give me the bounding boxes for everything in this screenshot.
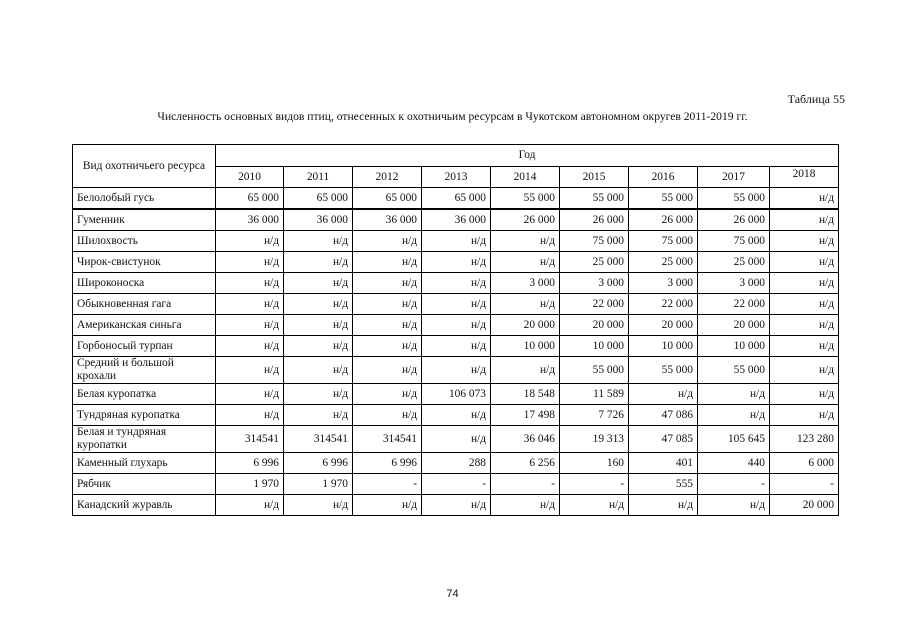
value-cell: 55 000 — [698, 188, 770, 210]
value-cell: н/д — [491, 231, 560, 252]
value-cell: н/д — [770, 209, 839, 231]
table-row — [73, 384, 839, 405]
value-cell: н/д — [770, 384, 839, 405]
value-cell: н/д — [770, 336, 839, 357]
value-cell: н/д — [216, 384, 284, 405]
year-header: 2011 — [284, 167, 353, 188]
value-cell: 6 996 — [353, 453, 422, 474]
year-header: 2015 — [560, 167, 629, 188]
species-name-cell: Американская синьга — [73, 315, 216, 336]
value-cell: 36 000 — [216, 209, 284, 231]
value-cell: 55 000 — [629, 357, 698, 384]
value-cell: - — [698, 474, 770, 495]
value-cell: 25 000 — [560, 252, 629, 273]
value-cell: н/д — [770, 294, 839, 315]
value-cell: 11 589 — [560, 384, 629, 405]
table-row — [73, 294, 839, 315]
value-cell: 55 000 — [698, 357, 770, 384]
table-row — [73, 357, 839, 384]
value-cell: 47 086 — [629, 405, 698, 426]
species-name-cell: Каменный глухарь — [73, 453, 216, 474]
value-cell: 65 000 — [422, 188, 491, 210]
value-cell: н/д — [216, 273, 284, 294]
value-cell: 55 000 — [491, 188, 560, 210]
value-cell: н/д — [216, 231, 284, 252]
value-cell: 123 280 — [770, 426, 839, 453]
value-cell: н/д — [422, 294, 491, 315]
table-row — [73, 188, 839, 210]
value-cell: н/д — [284, 405, 353, 426]
value-cell: н/д — [284, 231, 353, 252]
value-cell: н/д — [353, 315, 422, 336]
species-name-cell: Обыкновенная гага — [73, 294, 216, 315]
value-cell: н/д — [698, 384, 770, 405]
species-name-cell: Чирок-свистунок — [73, 252, 216, 273]
value-cell: н/д — [216, 294, 284, 315]
value-cell: н/д — [216, 336, 284, 357]
value-cell: 36 000 — [353, 209, 422, 231]
value-cell: - — [560, 474, 629, 495]
species-name-cell: Широконоска — [73, 273, 216, 294]
value-cell: 6 256 — [491, 453, 560, 474]
value-cell: 75 000 — [698, 231, 770, 252]
value-cell: н/д — [770, 252, 839, 273]
value-cell: н/д — [284, 495, 353, 516]
species-name-cell: Белолобый гусь — [73, 188, 216, 210]
value-cell: 440 — [698, 453, 770, 474]
value-cell: н/д — [216, 405, 284, 426]
value-cell: н/д — [353, 495, 422, 516]
species-name-cell: Канадский журавль — [73, 495, 216, 516]
table-row — [73, 209, 839, 231]
table-row — [73, 453, 839, 474]
value-cell: н/д — [422, 252, 491, 273]
species-name-cell: Горбоносый турпан — [73, 336, 216, 357]
table-row — [73, 426, 839, 453]
value-cell: н/д — [353, 357, 422, 384]
value-cell: н/д — [698, 405, 770, 426]
table-row — [73, 252, 839, 273]
value-cell: н/д — [491, 357, 560, 384]
value-cell: 20 000 — [698, 315, 770, 336]
value-cell: 10 000 — [698, 336, 770, 357]
value-cell: 10 000 — [560, 336, 629, 357]
value-cell: н/д — [216, 252, 284, 273]
value-cell: 3 000 — [491, 273, 560, 294]
value-cell: н/д — [770, 315, 839, 336]
value-cell: н/д — [770, 231, 839, 252]
bird-population-table — [72, 144, 839, 516]
value-cell: 25 000 — [629, 252, 698, 273]
value-cell: н/д — [353, 252, 422, 273]
value-cell: 19 313 — [560, 426, 629, 453]
year-header: 2016 — [629, 167, 698, 188]
value-cell: 22 000 — [560, 294, 629, 315]
value-cell: 55 000 — [560, 188, 629, 210]
value-cell: н/д — [353, 294, 422, 315]
table-body — [73, 188, 839, 516]
table-row — [73, 474, 839, 495]
value-cell: - — [353, 474, 422, 495]
value-cell: н/д — [353, 405, 422, 426]
value-cell: 26 000 — [560, 209, 629, 231]
year-header: 2012 — [353, 167, 422, 188]
value-cell: 314541 — [353, 426, 422, 453]
value-cell: 26 000 — [629, 209, 698, 231]
table-caption: Численность основных видов птиц, отнесенных к охотничьим ресурсам в Чукотском автономном округев 2011-2019 гг. — [157, 110, 748, 123]
value-cell: н/д — [491, 495, 560, 516]
species-column-header: Вид охотничьего ресурса — [73, 145, 216, 188]
value-cell: 36 046 — [491, 426, 560, 453]
value-cell: 17 498 — [491, 405, 560, 426]
value-cell: 288 — [422, 453, 491, 474]
table-row — [73, 315, 839, 336]
value-cell: 20 000 — [560, 315, 629, 336]
value-cell: н/д — [422, 495, 491, 516]
value-cell: 6 996 — [216, 453, 284, 474]
value-cell: н/д — [770, 405, 839, 426]
value-cell: 75 000 — [629, 231, 698, 252]
value-cell: - — [422, 474, 491, 495]
value-cell: н/д — [560, 495, 629, 516]
year-header: 2010 — [216, 167, 284, 188]
value-cell: 10 000 — [629, 336, 698, 357]
value-cell: 18 548 — [491, 384, 560, 405]
value-cell: н/д — [216, 357, 284, 384]
value-cell: 3 000 — [560, 273, 629, 294]
species-name-cell: Средний и большой крохали — [73, 357, 216, 384]
species-name-cell: Шилохвость — [73, 231, 216, 252]
value-cell: 20 000 — [629, 315, 698, 336]
value-cell: н/д — [770, 273, 839, 294]
value-cell: н/д — [770, 357, 839, 384]
value-cell: - — [770, 474, 839, 495]
value-cell: н/д — [422, 336, 491, 357]
value-cell: н/д — [770, 188, 839, 210]
species-name-cell: Белая и тундряная куропатки — [73, 426, 216, 453]
value-cell: 314541 — [216, 426, 284, 453]
table-row — [73, 405, 839, 426]
species-name-cell: Белая куропатка — [73, 384, 216, 405]
year-header: 2018 — [770, 167, 839, 188]
value-cell: 106 073 — [422, 384, 491, 405]
value-cell: н/д — [491, 252, 560, 273]
table-row — [73, 495, 839, 516]
year-header: 2013 — [422, 167, 491, 188]
year-header: 2017 — [698, 167, 770, 188]
species-name-cell: Тундряная куропатка — [73, 405, 216, 426]
value-cell: н/д — [284, 336, 353, 357]
value-cell: н/д — [422, 426, 491, 453]
value-cell: н/д — [216, 495, 284, 516]
value-cell: 55 000 — [629, 188, 698, 210]
value-cell: н/д — [284, 252, 353, 273]
year-group-header: Год — [216, 145, 839, 167]
table-label: Таблица 55 — [787, 92, 845, 106]
value-cell: 7 726 — [560, 405, 629, 426]
value-cell: н/д — [698, 495, 770, 516]
value-cell: н/д — [422, 231, 491, 252]
value-cell: 3 000 — [698, 273, 770, 294]
value-cell: 25 000 — [698, 252, 770, 273]
table-row — [73, 231, 839, 252]
value-cell: н/д — [284, 315, 353, 336]
value-cell: н/д — [353, 273, 422, 294]
table-row — [73, 336, 839, 357]
value-cell: 55 000 — [560, 357, 629, 384]
value-cell: 1 970 — [284, 474, 353, 495]
value-cell: 22 000 — [698, 294, 770, 315]
value-cell: н/д — [629, 384, 698, 405]
value-cell: 26 000 — [698, 209, 770, 231]
value-cell: н/д — [353, 231, 422, 252]
value-cell: н/д — [422, 273, 491, 294]
value-cell: 65 000 — [216, 188, 284, 210]
value-cell: н/д — [353, 384, 422, 405]
year-header: 2014 — [491, 167, 560, 188]
species-name-cell: Гуменник — [73, 209, 216, 231]
value-cell: н/д — [284, 294, 353, 315]
value-cell: н/д — [422, 315, 491, 336]
value-cell: - — [491, 474, 560, 495]
value-cell: 6 000 — [770, 453, 839, 474]
value-cell: 47 085 — [629, 426, 698, 453]
value-cell: 10 000 — [491, 336, 560, 357]
species-name-cell: Рябчик — [73, 474, 216, 495]
value-cell: 3 000 — [629, 273, 698, 294]
value-cell: 20 000 — [770, 495, 839, 516]
value-cell: н/д — [422, 357, 491, 384]
value-cell: н/д — [353, 336, 422, 357]
value-cell: 36 000 — [422, 209, 491, 231]
value-cell: 65 000 — [284, 188, 353, 210]
value-cell: 105 645 — [698, 426, 770, 453]
value-cell: 20 000 — [491, 315, 560, 336]
value-cell: 75 000 — [560, 231, 629, 252]
value-cell: 6 996 — [284, 453, 353, 474]
value-cell: н/д — [284, 273, 353, 294]
value-cell: 36 000 — [284, 209, 353, 231]
value-cell: н/д — [491, 294, 560, 315]
value-cell: н/д — [629, 495, 698, 516]
value-cell: н/д — [216, 315, 284, 336]
value-cell: 401 — [629, 453, 698, 474]
value-cell: н/д — [422, 405, 491, 426]
value-cell: 1 970 — [216, 474, 284, 495]
table-row — [73, 273, 839, 294]
value-cell: 555 — [629, 474, 698, 495]
value-cell: 314541 — [284, 426, 353, 453]
value-cell: н/д — [284, 357, 353, 384]
value-cell: 65 000 — [353, 188, 422, 210]
page-number: 74 — [446, 588, 459, 600]
value-cell: н/д — [284, 384, 353, 405]
value-cell: 160 — [560, 453, 629, 474]
value-cell: 22 000 — [629, 294, 698, 315]
value-cell: 26 000 — [491, 209, 560, 231]
